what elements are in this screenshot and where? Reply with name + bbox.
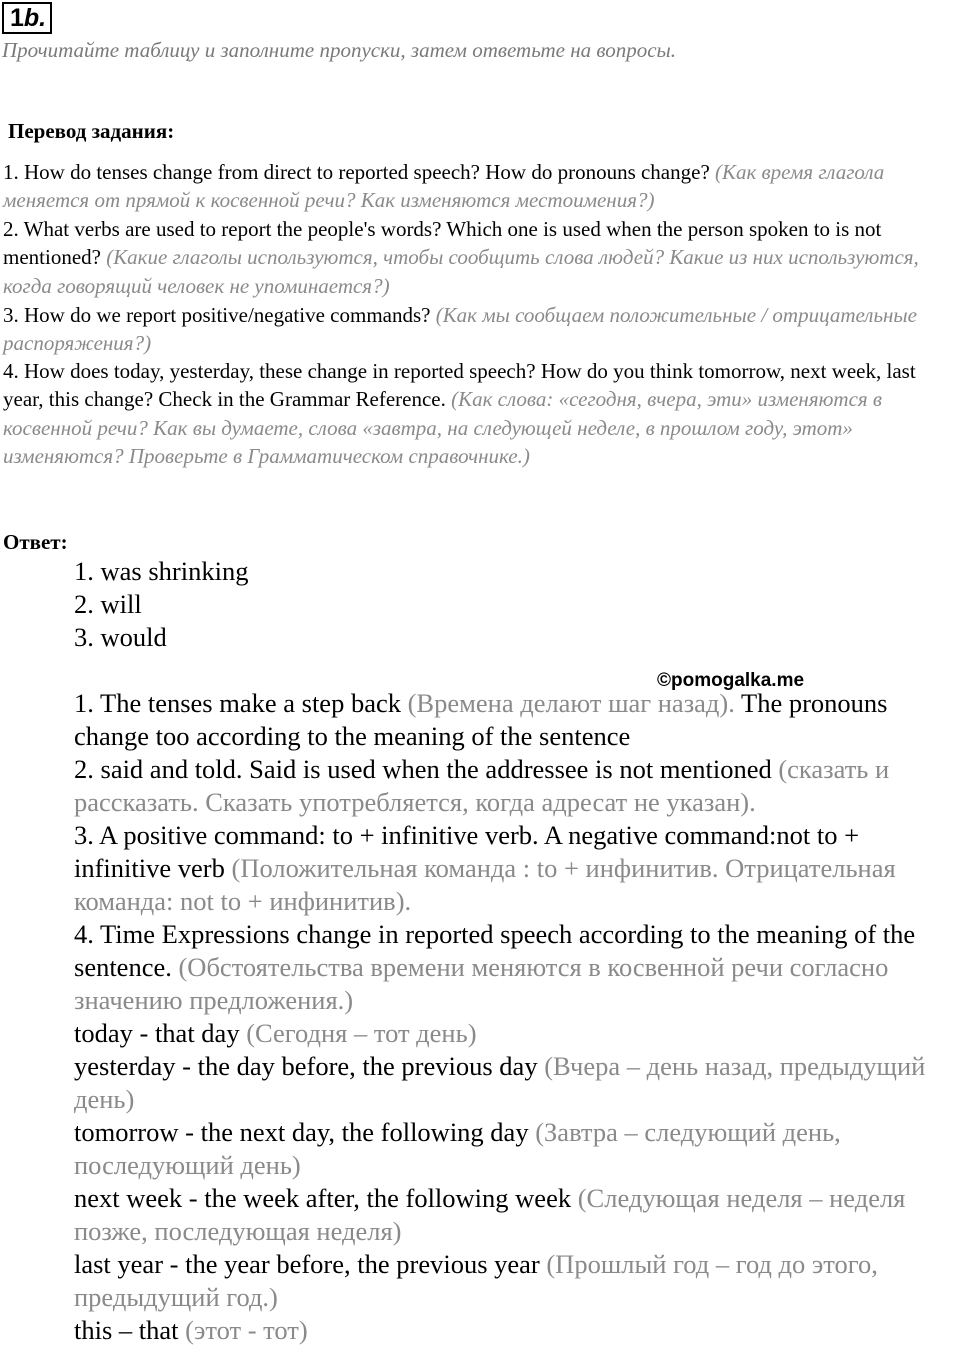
question-2 <box>3 215 958 300</box>
answer-item <box>74 1182 960 1248</box>
answer-item <box>74 1248 960 1314</box>
fill-answer-1: 1. was shrinking <box>74 556 249 586</box>
answer-en-continued: The pronouns change too according to the meaning of the sentence <box>74 688 888 751</box>
fill-answer-2: 2. will <box>74 589 142 619</box>
answer-ru: (Следующая неделя – неделя позже, последующая неделя) <box>74 1183 906 1246</box>
answer-en: this – that <box>74 1315 179 1345</box>
answer-ru: (Прошлый год – год до этого, предыдущий год.) <box>74 1249 878 1312</box>
answer-item <box>74 1050 960 1116</box>
answer-title: Ответ: <box>3 530 68 554</box>
question-4-ru: (Как слова: «сегодня, вчера, эти» изменяются в косвенной речи? Как вы думаете, слова «завтра, на следующей неделе, в прошлом году, этот» изменяются? Проверьте в Грамматическом справочнике.) <box>3 387 883 468</box>
answer-item <box>74 687 960 753</box>
question-3 <box>3 301 958 358</box>
answer-en: last year - the year before, the previous year <box>74 1249 540 1279</box>
question-1 <box>3 158 958 215</box>
exercise-letter: b. <box>23 4 47 32</box>
answer-en: today - that day <box>74 1018 240 1048</box>
answer-item <box>74 819 960 918</box>
answers-block <box>74 687 960 1347</box>
watermark: ©pomogalka.me <box>657 670 805 691</box>
exercise-number: 1 <box>10 4 24 32</box>
answer-en: tomorrow - the next day, the following day <box>74 1117 529 1147</box>
translation-title: Перевод задания: <box>8 119 175 143</box>
fill-answer-3: 3. would <box>74 622 167 652</box>
question-1-ru: (Как время глагола меняется от прямой к косвенной речи? Как изменяются местоимения?) <box>3 160 885 213</box>
answer-en: next week - the week after, the following week <box>74 1183 572 1213</box>
question-2-ru: (Какие глаголы используются, чтобы сообщить слова людей? Какие из них используются, когда говорящий человек не упоминается?) <box>3 245 919 298</box>
exercise-number-badge <box>2 2 52 34</box>
answer-item <box>74 1017 960 1050</box>
answer-ru: (Обстоятельства времени меняются в косвенной речи согласно значению предложения.) <box>74 952 889 1015</box>
answer-ru: (этот - тот) <box>185 1315 308 1345</box>
question-2-en: 2. What verbs are used to report the people's words? Which one is used when the person spoken to is not mentioned? <box>3 217 882 270</box>
answer-ru: (Завтра – следующий день, последующий день) <box>74 1117 841 1180</box>
answer-item <box>74 1116 960 1182</box>
answer-item <box>74 918 960 1017</box>
answer-en: 2. said and told. Said is used when the addressee is not mentioned <box>74 754 772 784</box>
question-3-en: 3. How do we report positive/negative commands? <box>3 303 431 327</box>
question-4-en: 4. How does today, yesterday, these change in reported speech? How do you think tomorrow, next week, last year, this change? Check in the Grammar Reference. <box>3 359 916 412</box>
answer-item <box>74 1314 960 1347</box>
answer-en: 4. Time Expressions change in reported speech according to the meaning of the sentence. <box>74 919 916 982</box>
answer-ru: (Времена делают шаг назад). <box>407 688 735 718</box>
answer-item <box>74 753 960 819</box>
answer-ru: (Вчера – день назад, предыдущий день) <box>74 1051 926 1114</box>
question-1-en: 1. How do tenses change from direct to reported speech? How do pronouns change? <box>3 160 710 184</box>
answer-ru: (Положительная команда : to + инфинитив. Отрицательная команда: not to + инфинитив). <box>74 853 896 916</box>
answer-en: yesterday - the day before, the previous day <box>74 1051 538 1081</box>
answer-ru: (Сегодня – тот день) <box>246 1018 477 1048</box>
question-3-ru: (Как мы сообщаем положительные / отрицательные распоряжения?) <box>3 303 917 356</box>
answer-en: 1. The tenses make a step back <box>74 688 401 718</box>
task-instruction: Прочитайте таблицу и заполните пропуски, затем ответьте на вопросы. <box>2 38 677 62</box>
answer-en: 3. A positive command: to + infinitive verb. A negative command:not to + infinitive verb <box>74 820 860 883</box>
question-4 <box>3 357 958 470</box>
answer-ru: (сказать и рассказать. Сказать употребляется, когда адресат не указан). <box>74 754 890 817</box>
